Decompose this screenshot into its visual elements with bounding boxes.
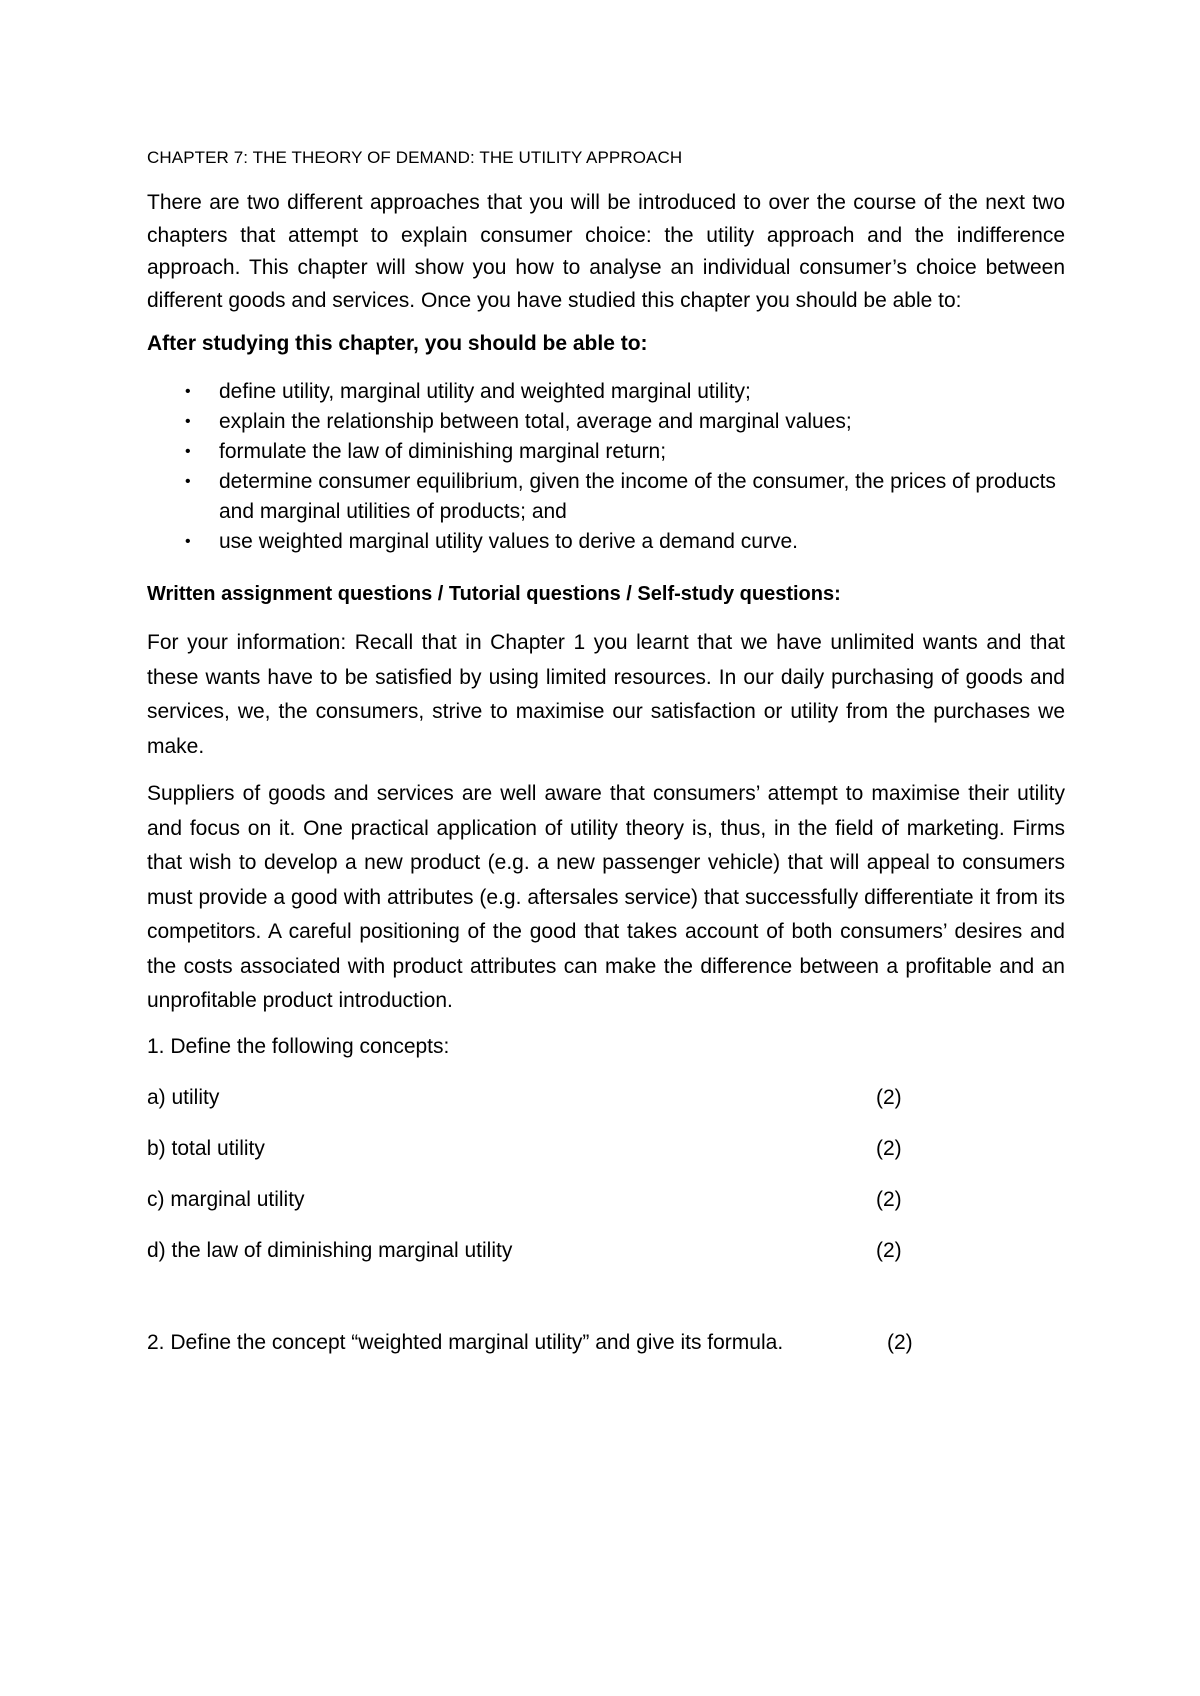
marks-label: (2) bbox=[876, 1085, 902, 1109]
objective-text: explain the relationship between total, average and marginal values; bbox=[219, 410, 852, 433]
part-label: c) marginal utility bbox=[147, 1187, 305, 1211]
document-page bbox=[147, 146, 1065, 1358]
objective-text: determine consumer equilibrium, given the income of the consumer, the prices of products and marginal utilities of products; and bbox=[219, 470, 1056, 523]
question-1-part-b bbox=[147, 1134, 1065, 1164]
marks-label: (2) bbox=[876, 1136, 902, 1160]
objective-text: define utility, marginal utility and weighted marginal utility; bbox=[219, 380, 751, 403]
bullet-icon: • bbox=[185, 383, 191, 400]
part-label: d) the law of diminishing marginal utility bbox=[147, 1238, 513, 1262]
objective-text: use weighted marginal utility values to derive a demand curve. bbox=[219, 530, 798, 553]
info-paragraph: For your information: Recall that in Chapter 1 you learnt that we have unlimited wants and that these wants have to be satisfied by using limited resources. In our daily purchasing of goods and services, we, the consumers, strive to maximise our satisfaction or utility from the purchases we make. bbox=[147, 631, 1065, 758]
objective-text: formulate the law of diminishing marginal return; bbox=[219, 440, 667, 463]
bullet-icon: • bbox=[185, 473, 191, 490]
list-item bbox=[147, 527, 1065, 557]
suppliers-paragraph: Suppliers of goods and services are well aware that consumers’ attempt to maximise their utility and focus on it. One practical application of utility theory is, thus, in the field of marketing. Firms that wish to develop a new product (e.g. a new passenger vehicle) that will appeal to consumers must provide a good with attributes (e.g. aftersales service) that successfully differentiate it from its competitors. A careful positioning of the good that takes account of both consumers’ desires and the costs associated with product attributes can make the difference between a profitable and an unprofitable product introduction. bbox=[147, 782, 1065, 1012]
bullet-icon: • bbox=[185, 533, 191, 550]
question-1-part-d bbox=[147, 1236, 1065, 1266]
question-1-part-c bbox=[147, 1185, 1065, 1215]
part-label: b) total utility bbox=[147, 1136, 265, 1160]
marks-label: (2) bbox=[887, 1330, 913, 1354]
objectives-list bbox=[147, 377, 1065, 557]
part-label: a) utility bbox=[147, 1085, 220, 1109]
question-1: 1. Define the following concepts: bbox=[147, 1034, 450, 1058]
question-2-text: 2. Define the concept “weighted marginal utility” and give its formula. bbox=[147, 1330, 784, 1354]
marks-label: (2) bbox=[876, 1187, 902, 1211]
question-2 bbox=[147, 1328, 1065, 1358]
marks-label: (2) bbox=[876, 1238, 902, 1262]
list-item bbox=[147, 437, 1065, 467]
list-item bbox=[147, 407, 1065, 437]
question-1-part-a bbox=[147, 1083, 1065, 1113]
list-item bbox=[147, 467, 1065, 527]
intro-paragraph: There are two different approaches that you will be introduced to over the course of the next two chapters that attempt to explain consumer choice: the utility approach and the indifference approach. This chapter will show you how to analyse an individual consumer’s choice between different goods and services. Once you have studied this chapter you should be able to: bbox=[147, 191, 1065, 312]
bullet-icon: • bbox=[185, 443, 191, 460]
questions-heading: Written assignment questions / Tutorial questions / Self-study questions: bbox=[147, 583, 841, 605]
chapter-title: CHAPTER 7: THE THEORY OF DEMAND: THE UTILITY APPROACH bbox=[147, 148, 683, 167]
list-item bbox=[147, 377, 1065, 407]
objectives-heading: After studying this chapter, you should be able to: bbox=[147, 332, 648, 355]
bullet-icon: • bbox=[185, 413, 191, 430]
